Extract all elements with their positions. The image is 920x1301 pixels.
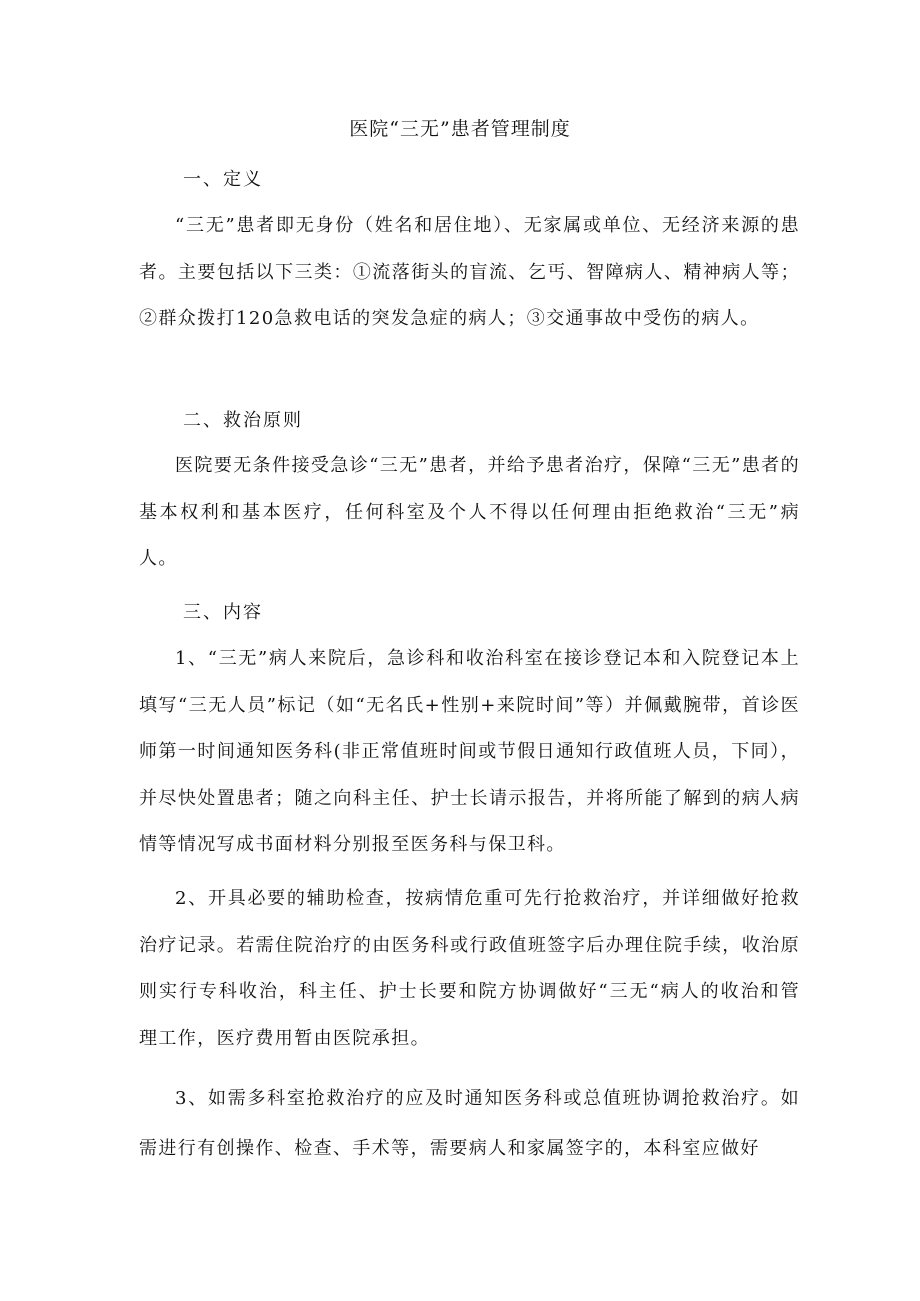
paragraph-principle: 医院要无条件接受急诊“三无”患者，并给予患者治疗，保障“三无”患者的基本权利和基本医疗，任何科室及个人不得以任何理由拒绝救治“三无”病人。 xyxy=(139,455,800,569)
paragraph-item-2: 2、开具必要的辅助检查，按病情危重可先行抢救治疗，并详细做好抢救治疗记录。若需住院治疗的由医务科或行政值班签字后办理住院手续，收治原则实行专科收治，科主任、护士长要和院方协调做好“三无“病人的收治和管理工作，医疗费用暂由医院承担。 xyxy=(139,888,800,1049)
document-title: 医院“三无”患者管理制度 xyxy=(349,118,571,140)
paragraph-item-3: 3、如需多科室抢救治疗的应及时通知医务科或总值班协调抢救治疗。如需进行有创操作、检查、手术等，需要病人和家属签字的，本科室应做好 xyxy=(139,1088,800,1159)
section-heading-content: 三、内容 xyxy=(183,602,263,623)
section-heading-principle: 二、救治原则 xyxy=(183,410,303,431)
paragraph-definition: “三无”患者即无身份（姓名和居住地）、无家属或单位、无经济来源的患者。主要包括以下三类：①流落街头的盲流、乞丐、智障病人、精神病人等；②群众拨打120急救电话的突发急症的病人；③交通事故中受伤的病人。 xyxy=(139,215,800,329)
paragraph-item-1: 1、“三无”病人来院后，急诊科和收治科室在接诊登记本和入院登记本上填写“三无人员”标记（如“无名氏+性别+来院时间”等）并佩戴腕带，首诊医师第一时间通知医务科(非正常值班时间或节假日通知行政值班人员，下同），并尽快处置患者；随之向科主任、护士长请示报告，并将所能了解到的病人病情等情况写成书面材料分别报至医务科与保卫科。 xyxy=(139,648,800,855)
section-heading-definition: 一、定义 xyxy=(183,169,263,190)
